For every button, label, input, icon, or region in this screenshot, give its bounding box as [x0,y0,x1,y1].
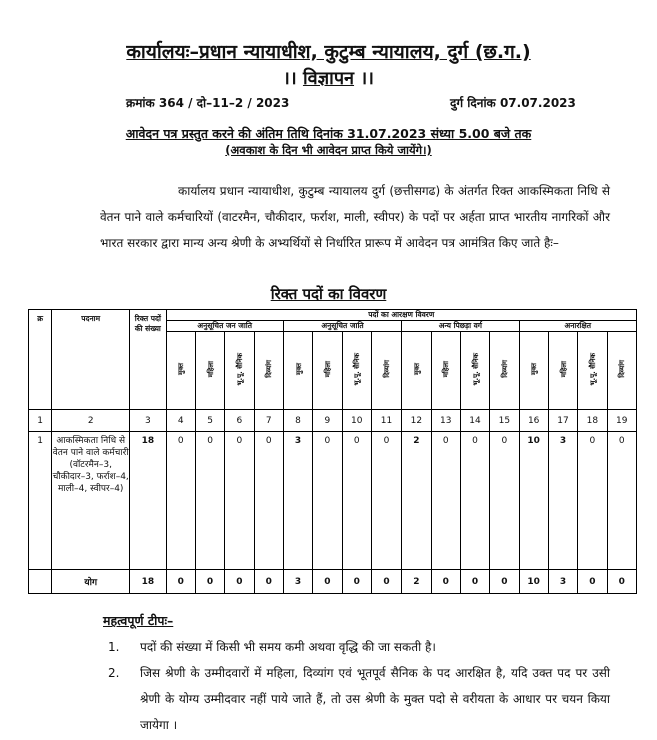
column-number: 2 [52,410,130,432]
column-number: 9 [313,410,342,432]
total-value: 0 [607,570,637,594]
column-number: 3 [130,410,166,432]
column-number: 13 [431,410,460,432]
subcategory-label: महिला [323,360,332,378]
total-value: 0 [431,570,460,594]
subcategory-header [548,332,577,410]
row-value: 0 [254,432,283,570]
column-number: 12 [402,410,431,432]
column-number: 8 [283,410,312,432]
total-value: 2 [402,570,431,594]
subcategory-label: भू.पू. सैनिक [353,352,362,386]
total-value: 0 [460,570,489,594]
column-number: 6 [225,410,254,432]
subcategory-label: मुक्त [177,363,186,375]
subcategory-label: महिला [206,360,215,378]
column-number: 5 [195,410,224,432]
subcategory-header [342,332,371,410]
row-value: 0 [225,432,254,570]
vacancy-table [28,309,637,594]
subcategory-header [283,332,312,410]
note-number: 1. [108,640,120,654]
row-value: 0 [371,432,401,570]
note-number: 2. [108,666,120,680]
row-sn: 1 [29,432,52,570]
subcategory-header [607,332,637,410]
subcategory-header [254,332,283,410]
row-value: 10 [519,432,548,570]
column-number: 1 [29,410,52,432]
issue-date: दुर्ग दिनांक 07.07.2023 [450,96,576,110]
total-value: 0 [254,570,283,594]
row-value: 2 [402,432,431,570]
notes-title: महत्वपूर्ण टीपः– [103,613,174,628]
row-value: 0 [490,432,519,570]
office-title: कार्यालयः–प्रधान न्यायाधीश, कुटुम्ब न्यायालय, दुर्ग (छ.ग.) [126,41,531,63]
total-value: 3 [548,570,577,594]
subcategory-label: दिव्यांग [383,360,392,378]
note-text: जिस श्रेणी के उम्मीदवारों में महिला, दिव्यांग एवं भूतपूर्व सैनिक के पद आरक्षित है, यदि उक्त पद पर उसी श्रेणी के योग्य उम्मीदवार नहीं पाये जाते हैं, तो उस श्रेणी के मुक्त पदो से वरीयता के आधार पर चयन किया जायेगा । [140,666,610,732]
total-value: 0 [313,570,342,594]
subcategory-label: भू.पू. सैनिक [235,352,244,386]
row-value: 0 [460,432,489,570]
total-value: 0 [490,570,519,594]
subcategory-label: दिव्यांग [500,360,509,378]
subcategory-header [460,332,489,410]
holiday-note: (अवकाश के दिन भी आवेदन प्राप्त किये जायेंगे।) [225,143,432,157]
row-value: 0 [431,432,460,570]
column-number: 19 [607,410,637,432]
total-value: 0 [342,570,371,594]
subcategory-label: मुक्त [412,363,421,375]
row-value: 0 [166,432,195,570]
total-value: 0 [371,570,401,594]
row-total: 18 [130,432,166,570]
header-vacant: रिक्त पदों की संख्या [130,310,166,410]
subcategory-label: दिव्यांग [618,360,627,378]
total-value: 10 [519,570,548,594]
total-label: योग [52,570,130,594]
subcategory-label: महिला [559,360,568,378]
row-post: आकस्मिकता निधि से वेतन पाने वाले कर्मचारी (वॉटरमैन–3, चौकीदार–3, फर्राश–4, माली–4, स्वीपर–4) [52,432,130,570]
subcategory-header [402,332,431,410]
category-header: अनुसूचित जन जाति [166,321,283,332]
subcategory-label: महिला [442,360,451,378]
column-number: 7 [254,410,283,432]
vacancy-title: रिक्त पदों का विवरण [270,285,387,303]
subcategory-header [578,332,607,410]
subcategory-label: भू.पू. सैनिक [471,352,480,386]
column-number: 15 [490,410,519,432]
column-number: 18 [578,410,607,432]
category-header: अनारक्षित [519,321,636,332]
row-value: 0 [607,432,637,570]
notice-heading [0,66,657,90]
note-text: पदों की संख्या में किसी भी समय कमी अथवा वृद्धि की जा सकती है। [140,640,436,654]
row-value: 0 [195,432,224,570]
notice-word: विज्ञापन [302,68,355,89]
row-value: 0 [342,432,371,570]
subcategory-label: भू.पू. सैनिक [588,352,597,386]
header-sn: क्र [29,310,52,410]
row-value: 3 [548,432,577,570]
total-value: 0 [195,570,224,594]
category-header: अनुसूचित जाति [283,321,401,332]
column-number: 4 [166,410,195,432]
column-number: 17 [548,410,577,432]
total-sum: 18 [130,570,166,594]
subcategory-label: मुक्त [294,363,303,375]
total-value: 0 [578,570,607,594]
row-value: 0 [313,432,342,570]
subcategory-header [225,332,254,410]
subcategory-header [519,332,548,410]
subcategory-header [313,332,342,410]
total-value: 0 [166,570,195,594]
column-number: 10 [342,410,371,432]
notice-close: ।। [354,68,374,89]
column-number: 14 [460,410,489,432]
subcategory-header [166,332,195,410]
column-number: 11 [371,410,401,432]
header-post: पदनाम [52,310,130,410]
subcategory-header [431,332,460,410]
subcategory-header [490,332,519,410]
subcategory-header [195,332,224,410]
row-value: 3 [283,432,312,570]
total-value: 3 [283,570,312,594]
category-header: अन्य पिछड़ा वर्ग [402,321,519,332]
subcategory-label: मुक्त [530,363,539,375]
column-number: 16 [519,410,548,432]
header-reservation: पदों का आरक्षण विवरण [166,310,636,321]
row-value: 0 [578,432,607,570]
subcategory-label: दिव्यांग [265,360,274,378]
subcategory-header [371,332,401,410]
notice-open: ।। [283,68,303,89]
reference-number: क्रमांक 364 / दो–11–2 / 2023 [126,96,290,110]
total-value: 0 [225,570,254,594]
application-deadline: आवेदन पत्र प्रस्तुत करने की अंतिम तिथि दिनांक 31.07.2023 संध्या 5.00 बजे तक [125,126,532,141]
total-blank [29,570,52,594]
intro-paragraph: कार्यालय प्रधान न्यायाधीश, कुटुम्ब न्यायालय दुर्ग (छत्तीसगढ) के अंतर्गत रिक्त आकस्मिकता निधि से वेतन पाने वाले कर्मचारियों (वाटरमैन, चौकीदार, फर्राश, माली, स्वीपर) के पदों पर अर्हता प्राप्त भारतीय नागरिकों और भारत सरकार द्वारा मान्य अन्य श्रेणी के अभ्यर्थियों से निर्धारित प्रारूप में आवेदन पत्र आमंत्रित किए जाते हैः– [100,184,610,250]
